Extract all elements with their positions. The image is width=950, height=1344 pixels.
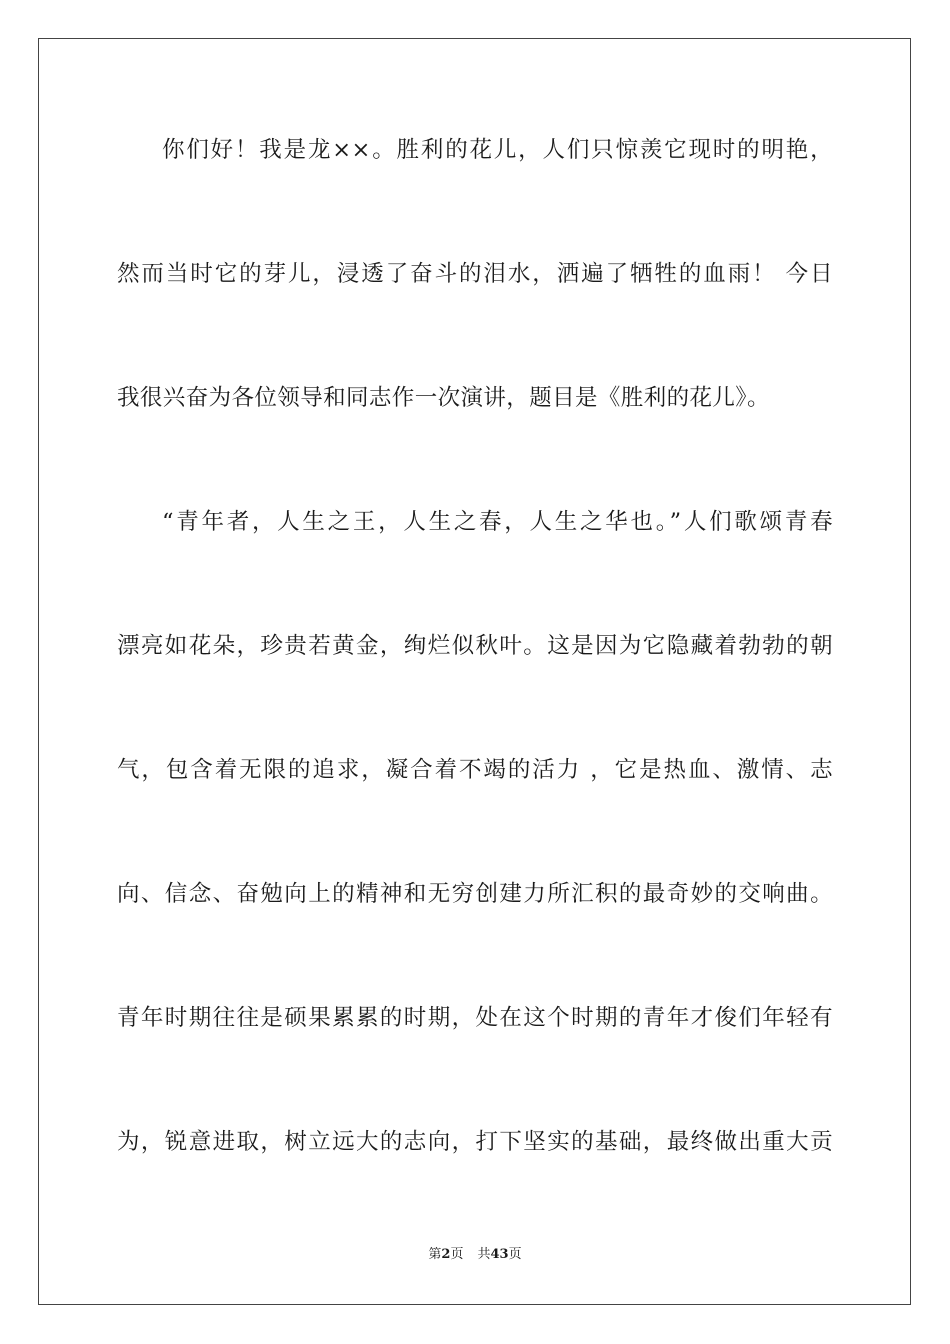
paragraph-line-6: 气，包含着无限的追求，凝合着不竭的活力 ，它是热血、激情、志 xyxy=(117,757,833,783)
page-prefix: 第 xyxy=(428,1247,442,1262)
paragraph-line-1: 你们好！我是龙××。胜利的花儿，人们只惊羡它现时的明艳， xyxy=(162,137,833,163)
paragraph-line-3: 我很兴奋为各位领导和同志作一次演讲，题目是《胜利的花儿》。 xyxy=(117,385,770,411)
total-pages: 43 xyxy=(490,1247,509,1262)
paragraph-line-4: “青年者，人生之王，人生之春，人生之华也。”人们歌颂青春 xyxy=(162,509,833,535)
page-footer xyxy=(0,1246,950,1264)
paragraph-line-7: 向、信念、奋勉向上的精神和无穷创建力所汇积的最奇妙的交响曲。 xyxy=(117,881,833,907)
page-suffix: 页 xyxy=(450,1247,464,1262)
paragraph-line-2: 然而当时它的芽儿，浸透了奋斗的泪水，洒遍了牺牲的血雨！ 今日 xyxy=(117,261,833,287)
paragraph-line-9: 为，锐意进取，树立远大的志向，打下坚实的基础，最终做出重大贡 xyxy=(117,1129,833,1155)
page-frame xyxy=(38,38,911,1305)
paragraph-line-5: 漂亮如花朵，珍贵若黄金，绚烂似秋叶。这是因为它隐藏着勃勃的朝 xyxy=(117,633,833,659)
total-prefix: 共 xyxy=(477,1247,491,1262)
paragraph-line-8: 青年时期往往是硕果累累的时期，处在这个时期的青年才俊们年轻有 xyxy=(117,1005,833,1031)
total-suffix: 页 xyxy=(508,1247,522,1262)
page-number: 2 xyxy=(441,1247,451,1262)
